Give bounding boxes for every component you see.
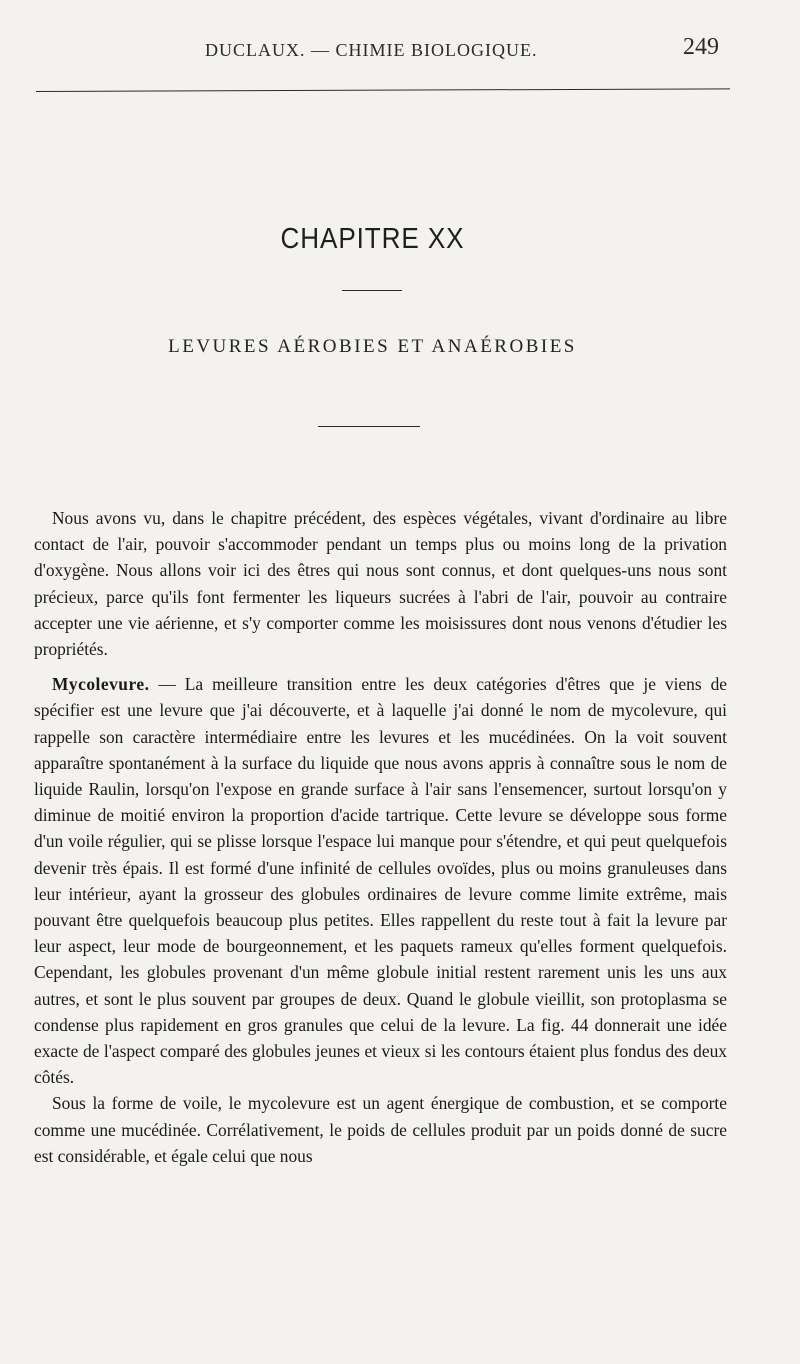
header-rule xyxy=(36,88,730,92)
page-number: 249 xyxy=(683,34,719,60)
voile-paragraph: Sous la forme de voile, le mycolevure est un agent énergique de combustion, et se comporte comme une mucédinée. Corrélativement, le poids de cellules produit par un poids donné de sucre est considérable, et égale celui que nous xyxy=(34,1093,727,1166)
paragraph-gap xyxy=(34,662,727,671)
mycolevure-text: — La meilleure transition entre les deux catégories d'êtres que je viens de spécifier est une levure que j'ai découverte, et à laquelle j'ai donné le nom de mycolevure, qui rappelle son caractère intermédiaire entre les levures et les mucédinées. On la voit souvent apparaître spontanément à la surface du liquide que nous avons appris à connaître sous le nom de liquide Raulin, lorsqu'on l'expose en grande surface à l'air sans l'ensemencer, surtout lorsqu'on y diminue de moitié environ la proportion d'acide tartrique. Cette levure se développe sous forme d'un voile régulier, qui se plisse lorsque l'espace lui manque pour s'étendre, et qui peut quelquefois devenir très épais. Il est formé d'une infinité de cellules ovoïdes, plus ou moins granuleuses dans leur intérieur, ayant la grosseur des globules ordinaires de levure comme limite extrême, mais pouvant être quelquefois beaucoup plus petites. Elles rappellent du reste tout à fait la levure par leur aspect, leur mode de bourgeonnement, et les paquets rameux qu'elles forment quelquefois. Cependant, les globules provenant d'un même globule initial restent rarement unis les uns aux autres, et sont le plus souvent par groupes de deux. Quand le globule vieillit, son protoplasma se condense plus rapidement en gros granules que celui de la levure. La fig. 44 donnerait une idée exacte de l'aspect comparé des globules jeunes et vieux si les contours étaient plus fondus des deux côtés. xyxy=(34,674,727,1088)
chapter-divider xyxy=(342,290,402,291)
running-head: DUCLAUX. — CHIMIE BIOLOGIQUE. xyxy=(205,40,538,60)
body-text xyxy=(34,505,727,1169)
chapter-title: CHAPITRE XX xyxy=(280,223,465,255)
mycolevure-paragraph xyxy=(34,671,727,1090)
chapter-subtitle: LEVURES AÉROBIES ET ANAÉROBIES xyxy=(168,336,577,357)
section-divider xyxy=(318,426,420,427)
intro-paragraph: Nous avons vu, dans le chapitre précédent, des espèces végétales, vivant d'ordinaire au libre contact de l'air, pouvoir s'accommoder pendant un temps plus ou moins long de la privation d'oxygène. Nous allons voir ici des êtres qui nous sont connus, et dont quelques-uns nous sont précieux, parce qu'ils font fermenter les liqueurs sucrées à l'abri de l'air, pouvoir au contraire accepter une vie aérienne, et s'y comporter comme les moisissures dont nous venons d'étudier les propriétés. xyxy=(34,508,727,660)
section-heading-mycolevure: Mycolevure. xyxy=(52,674,150,695)
